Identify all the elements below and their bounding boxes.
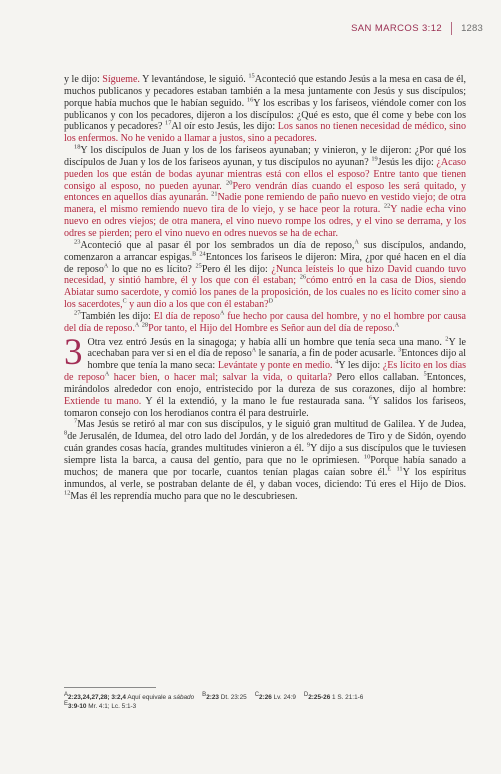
footnote-reference: 2:26 bbox=[259, 694, 272, 701]
words-of-jesus: Levántate y ponte en medio. bbox=[217, 360, 333, 372]
footnote-text: Lv. 24:9 bbox=[271, 694, 296, 701]
verse-text: Porque había sanado a muchos; de manera que por tocarle, cuantos tenían plagas caían sobre él. bbox=[64, 455, 466, 478]
footnote-marker[interactable]: B bbox=[192, 251, 197, 258]
verse-text: Pero ellos callaban. bbox=[331, 372, 424, 384]
words-of-jesus: Sígueme. bbox=[102, 74, 140, 85]
verse-text: Entonces los fariseos le dijeron: Mira, ¿por qué hacen en el día de reposo bbox=[64, 251, 466, 275]
words-of-jesus: Los sanos no tienen necesidad de médico, sino los enfermos. No he venido a llamar a justos, sino a pecadores. bbox=[64, 121, 466, 145]
verse-number: 7 bbox=[74, 418, 78, 426]
verse-number: 9 bbox=[306, 441, 311, 449]
verse-text: Mas Jesús se retiró al mar con sus discípulos, y le siguió gran multitud de Galilea. Y de Judea, bbox=[77, 419, 466, 431]
verse-text: le sanaría, a fin de poder acusarle. bbox=[256, 348, 399, 360]
footnote-reference: 2:25-26 bbox=[308, 694, 331, 701]
paragraph-3-7 bbox=[64, 419, 466, 502]
footnote-marker[interactable]: A bbox=[354, 239, 359, 246]
verse-text: Y les dijo: bbox=[338, 360, 383, 372]
verse-number: 15 bbox=[248, 72, 255, 80]
verse-number: 2 bbox=[445, 335, 449, 343]
words-of-jesus: Por tanto, el Hijo del Hombre es Señor aun del día de reposo. bbox=[148, 322, 395, 334]
paragraph-2-27 bbox=[64, 311, 466, 335]
footnote-marker[interactable]: E bbox=[387, 466, 392, 473]
verse-number: 5 bbox=[423, 370, 427, 378]
footnote-marker[interactable]: A bbox=[219, 310, 225, 317]
words-of-jesus: Extiende tu mano. bbox=[64, 395, 142, 407]
verse-text: Aconteció que al pasar él por los sembrados un día de reposo, bbox=[80, 239, 355, 251]
verse-number: 23 bbox=[74, 238, 81, 246]
verse-text: y le dijo: bbox=[64, 74, 103, 85]
footnote-marker[interactable]: A bbox=[134, 322, 140, 329]
verse-number: 10 bbox=[363, 453, 371, 461]
footnote-line-2 bbox=[64, 702, 466, 711]
verse-text: Pero él les dijo: bbox=[201, 263, 272, 275]
page-header bbox=[351, 22, 483, 35]
verse-number: 12 bbox=[64, 489, 71, 497]
words-of-jesus: El día de reposo bbox=[153, 310, 220, 322]
chapter-3-paragraph bbox=[64, 331, 467, 420]
words-of-jesus: Y nadie echa vino nuevo en odres viejos; de otra manera, el vino nuevo rompe los odres, y el vino se derrama, y los odres se pierden; pero el vino nuevo en odres nuevos se ha de echar. bbox=[64, 204, 466, 239]
verse-number: 11 bbox=[396, 465, 403, 473]
footnote-text: Aquí equivale a bbox=[125, 694, 174, 701]
footnote-text: Dt. 23:25 bbox=[218, 694, 247, 701]
verse-text: Y levantándose, le siguió. bbox=[139, 74, 249, 85]
chapter-number: 3 bbox=[64, 331, 83, 373]
footnote-text: 1 S. 21:1-6 bbox=[330, 694, 364, 701]
verse-text: Y los discípulos de Juan y los de los fariseos ayunaban; y vinieron, y le dijeron: ¿Por qué los discípulos de Juan y los de los fariseos ayunan, y tus discípulos no ayunan? bbox=[64, 145, 466, 168]
verse-text: Y los espíritus inmundos, al verle, se postraban delante de él, y daban voces, diciendo: Tú eres el Hijo de Dios. bbox=[64, 466, 466, 490]
footnotes bbox=[64, 693, 466, 711]
verse-number: 22 bbox=[383, 202, 391, 210]
words-of-jesus: hacer bien, o hacer mal; salvar la vida, o quitarla? bbox=[109, 372, 332, 384]
verse-text: Y él la extendió, y la mano le fue restaurada sana. bbox=[141, 395, 370, 407]
verse-text: Otra vez entró Jesús en la sinagoga; y había allí un hombre que tenía seca una mano. bbox=[87, 336, 446, 348]
footnote-marker[interactable]: D bbox=[268, 298, 273, 305]
footnote-key: E bbox=[64, 700, 69, 707]
footnote-key: B bbox=[202, 691, 207, 698]
page-number: 1283 bbox=[461, 23, 483, 34]
footnote-key: D bbox=[303, 691, 309, 698]
scripture-text bbox=[64, 74, 466, 502]
running-title: SAN MARCOS 3:12 bbox=[351, 23, 443, 34]
verse-number: 20 bbox=[226, 179, 233, 187]
footnote-marker[interactable]: C bbox=[122, 298, 127, 305]
words-of-jesus: Pero vendrán días cuando el esposo les será quitado, y entonces en aquellos días ayunarán. bbox=[64, 180, 466, 204]
verse-number: 28 bbox=[141, 321, 149, 329]
footnote-text: sábado bbox=[173, 694, 195, 701]
footnote-marker[interactable]: A bbox=[103, 263, 109, 270]
footnote-marker[interactable]: A bbox=[251, 348, 257, 355]
verse-text: Y le acechaban para ver si en el día de reposo bbox=[87, 336, 466, 360]
verse-text: Y los escribas y los fariseos, viéndole comer con los publicanos y con los pecadores, dijeron a los discípulos: ¿Qué es esto, que él come y bebe con los publicanos y pecadores? bbox=[64, 97, 466, 133]
verse-number: 19 bbox=[371, 155, 378, 163]
footnote-divider bbox=[64, 687, 156, 688]
verse-number: 27 bbox=[74, 309, 81, 317]
footnote-line-1 bbox=[64, 693, 466, 702]
header-divider bbox=[451, 22, 452, 35]
footnote-key: C bbox=[254, 691, 260, 698]
verse-number: 4 bbox=[335, 358, 339, 366]
verse-number: 26 bbox=[299, 274, 307, 281]
verse-text: Aconteció que estando Jesús a la mesa en casa de él, muchos publicanos y pecadores estaban también a la mesa juntamente con Jesús y sus discípulos; porque había muchos que le habían seguido. bbox=[64, 74, 467, 109]
verse-number: 6 bbox=[369, 394, 373, 402]
footnote-marker[interactable]: A bbox=[394, 322, 400, 329]
paragraph-2-14 bbox=[64, 74, 466, 145]
footnote-marker[interactable]: A bbox=[104, 371, 110, 378]
verse-number: 21 bbox=[211, 191, 218, 199]
footnote-text: Mr. 4:1; Lc. 5:1-3 bbox=[86, 703, 137, 710]
words-of-jesus: ¿Es lícito en los días de reposo bbox=[64, 360, 467, 384]
verse-number: 8 bbox=[64, 429, 68, 437]
verse-number: 3 bbox=[398, 347, 402, 355]
verse-text: Al oír esto Jesús, les dijo: bbox=[171, 121, 278, 133]
words-of-jesus: y aun dio a los que con él estaban? bbox=[126, 299, 269, 311]
words-of-jesus: fue hecho por causa del hombre, y no el hombre por causa del día de reposo. bbox=[64, 310, 466, 334]
verse-text: Mas él les reprendía mucho para que no le descubriesen. bbox=[70, 490, 298, 502]
verse-text: Entonces, mirándolos alrededor con enojo, entristecido por la dureza de sus corazones, dijo al hombre: bbox=[64, 372, 467, 395]
words-of-jesus: cómo entró en la casa de Dios, siendo Abiatar sumo sacerdote, y comió los panes de la proposición, de los cuales no es lícito comer sino a los sacerdotes, bbox=[64, 275, 466, 311]
footnote-reference: 2:23,24,27,28; 3:2,4 bbox=[68, 694, 126, 701]
verse-text: También les dijo: bbox=[80, 310, 154, 322]
verse-number: 24 bbox=[199, 250, 206, 258]
verse-text: Jesús les dijo: bbox=[377, 156, 437, 168]
verse-text: sus discípulos, andando, comenzaron a arrancar espigas. bbox=[64, 239, 467, 263]
verse-text: de Jerusalén, de Idumea, del otro lado del Jordán, y de los alrededores de Tiro y de Sidón, oyendo cuán grandes cosas hacía, grandes multitudes vinieron a él. bbox=[64, 431, 466, 455]
verse-text: lo que no es lícito? bbox=[108, 263, 196, 275]
verse-text: Y dijo a sus discípulos que le tuviesen siempre lista la barca, a causa del gentío, para que no le oprimiesen. bbox=[64, 443, 466, 466]
paragraph-2-18 bbox=[64, 145, 466, 240]
verse-number: 25 bbox=[195, 262, 202, 270]
verse-text: Y salidos los fariseos, tomaron consejo con los herodianos contra él para destruirle. bbox=[64, 395, 466, 419]
verse-number: 16 bbox=[246, 96, 254, 104]
footnote-reference: 3:9-10 bbox=[68, 703, 87, 710]
verse-text: Entonces dijo al hombre que tenía la mano seca: bbox=[87, 348, 467, 372]
verse-number: 17 bbox=[165, 120, 172, 128]
paragraph-2-23 bbox=[64, 240, 466, 311]
words-of-jesus: ¿Nunca leísteis lo que hizo David cuando tuvo necesidad, y sintió hambre, él y los que con él estaban; bbox=[64, 263, 466, 287]
footnote-reference: 2:23 bbox=[206, 694, 219, 701]
words-of-jesus: ¿Acaso pueden los que están de bodas ayunar mientras está con ellos el esposo? Entre tanto que tienen consigo al esposo, no pueden ayunar. bbox=[64, 156, 466, 192]
words-of-jesus: Nadie pone remiendo de paño nuevo en vestido viejo; de otra manera, el mismo remiendo nuevo tira de lo viejo, y se hace peor la rotura. bbox=[64, 192, 466, 216]
verse-number: 18 bbox=[74, 143, 81, 151]
footnote-key: A bbox=[64, 691, 69, 698]
